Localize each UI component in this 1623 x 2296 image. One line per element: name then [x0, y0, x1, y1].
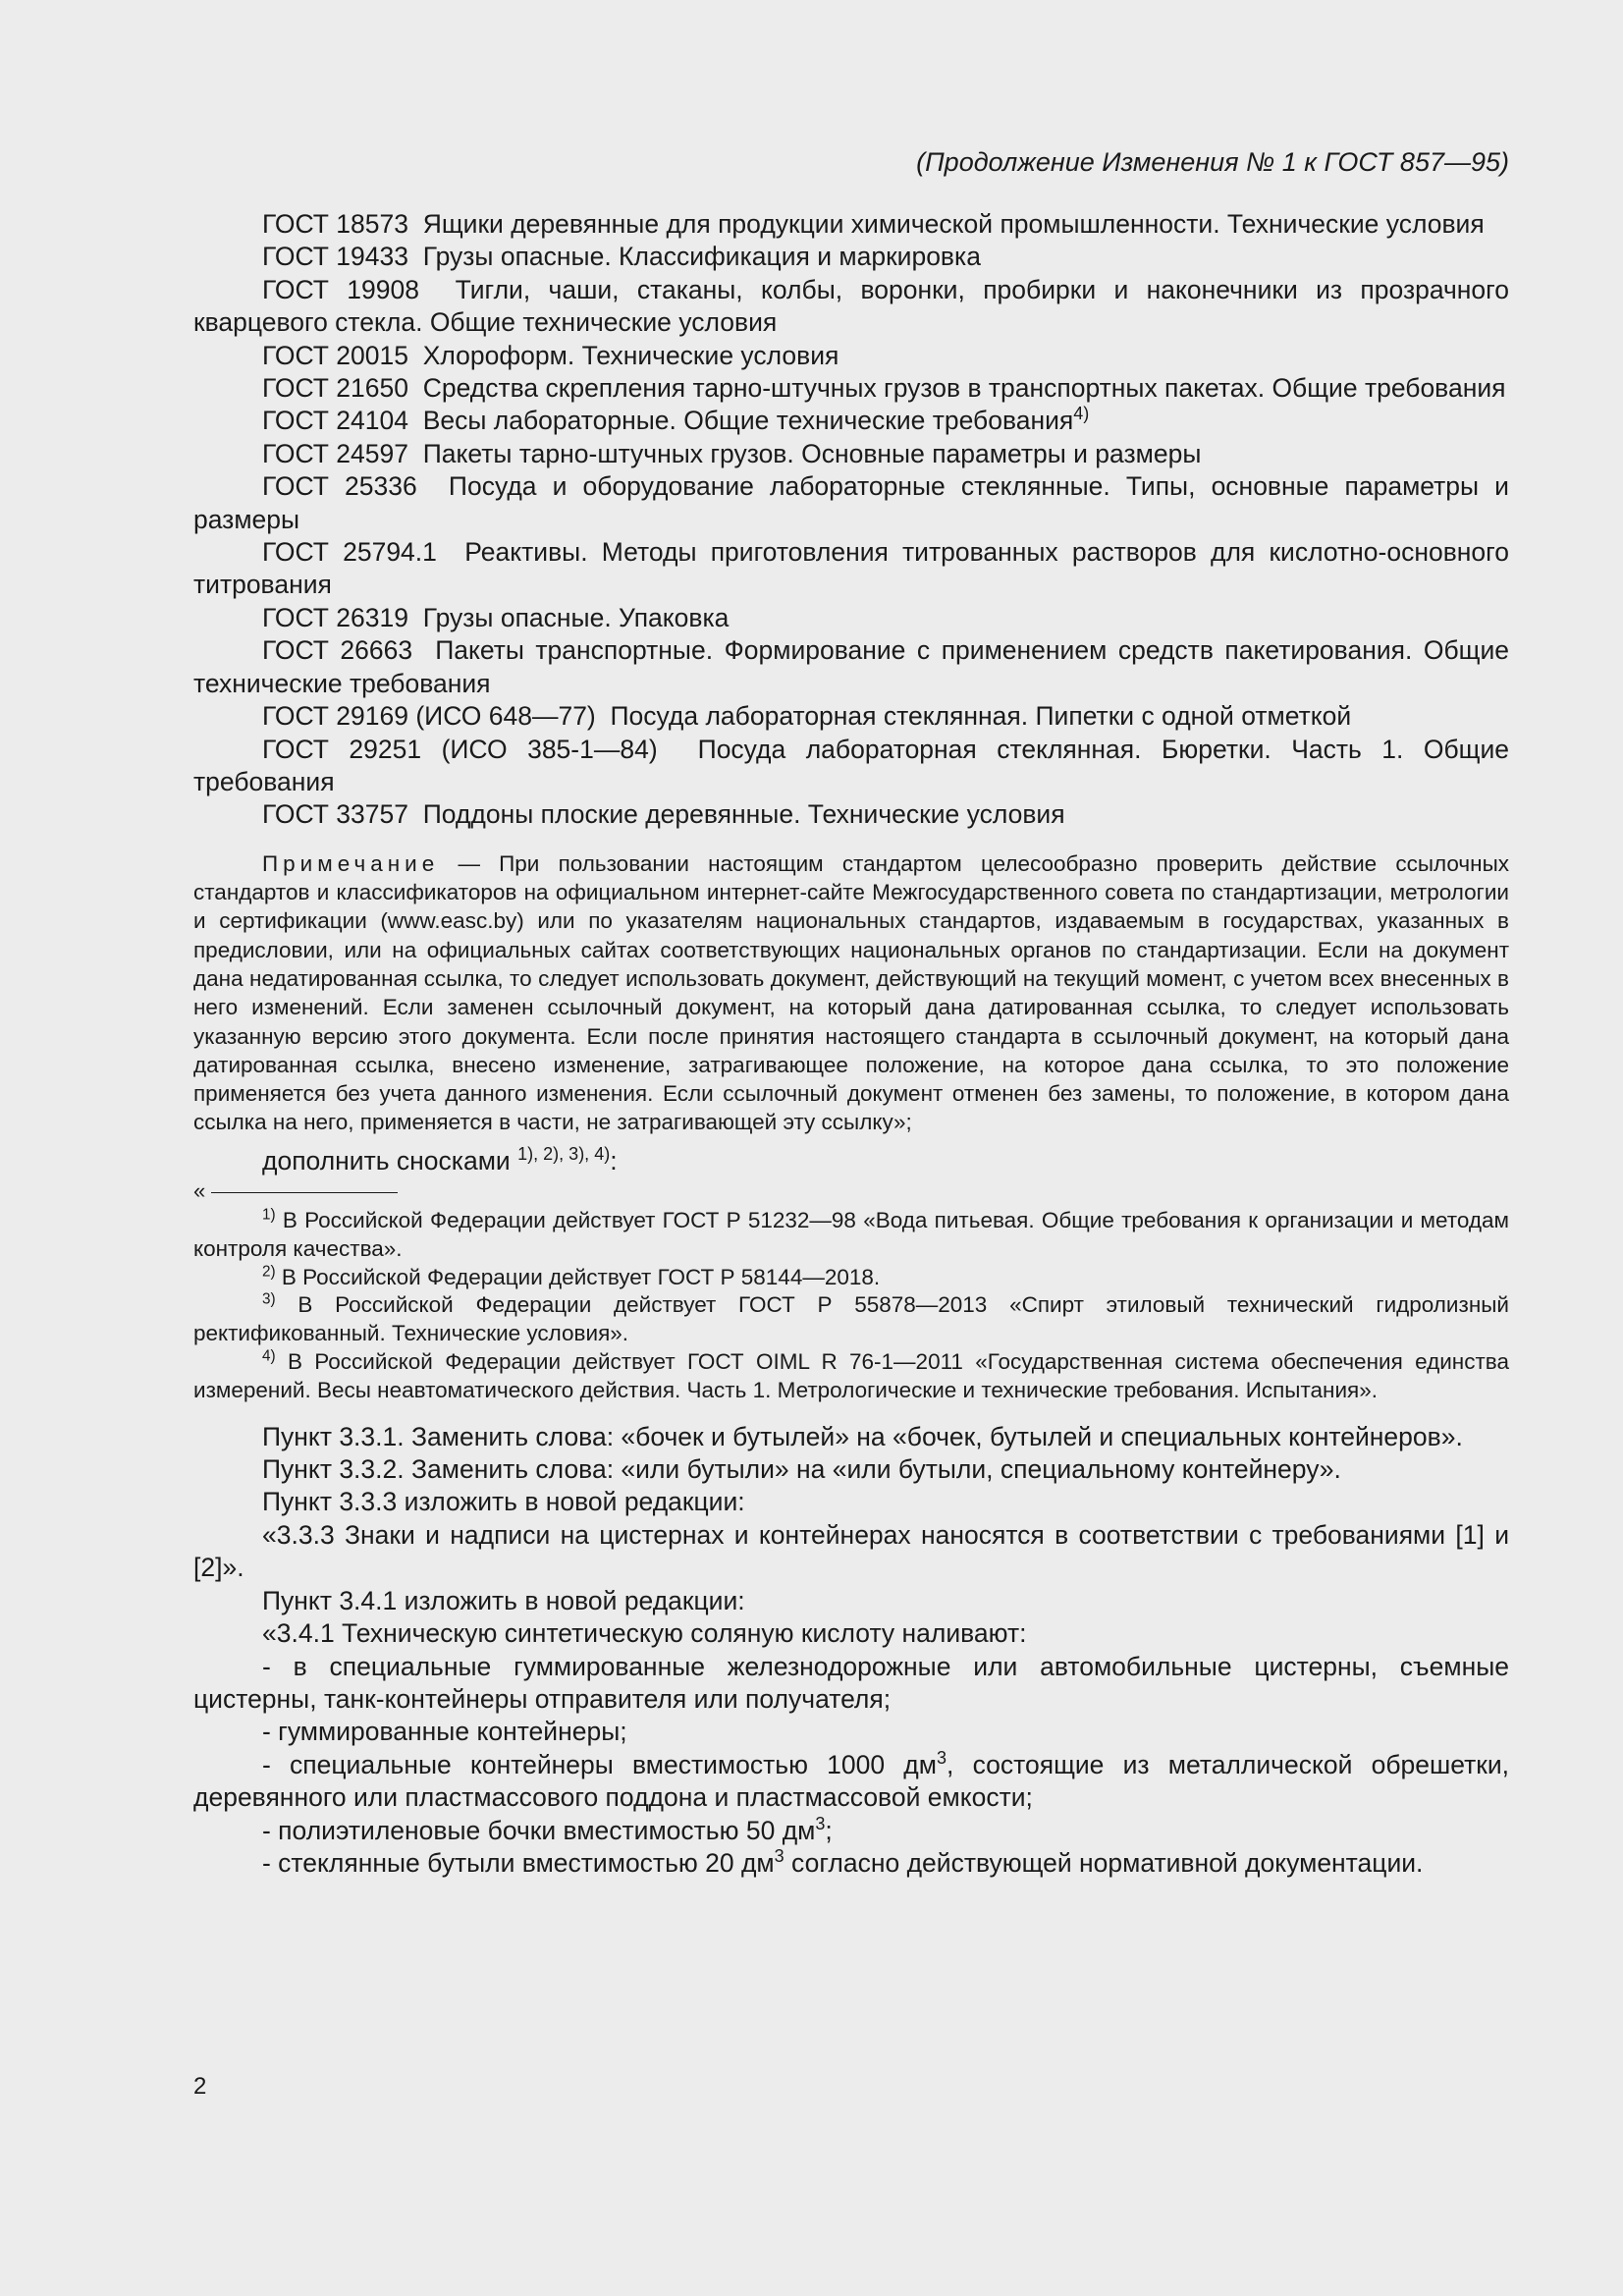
reference-title: Грузы опасные. Упаковка [422, 602, 730, 632]
reference-code: ГОСТ 24104 [262, 406, 408, 436]
reference-title: Поддоны плоские деревянные. Технические условия [422, 799, 1065, 830]
footnote-mark: 3) [262, 1291, 276, 1309]
reference-title: Средства скрепления тарно-штучных грузов в транспортных пакетах. Общие требования [422, 373, 1506, 404]
footnote-mark: 2) [262, 1263, 276, 1281]
footnote-item [193, 1291, 1509, 1348]
item5-text-b: согласно действующей нормативной документации. [784, 1847, 1424, 1878]
add-footnotes-colon: : [610, 1145, 618, 1175]
reference-code: ГОСТ 26663 [262, 635, 413, 666]
item3-text-b: , состоящие из металлической обрешетки, деревянного или пластмассового поддона и пластмассовой емкости; [193, 1749, 1509, 1813]
reference-code: ГОСТ 19433 [262, 242, 408, 272]
reference-title: Хлороформ. Технические условия [422, 340, 839, 370]
list-item-rubber-containers: - гуммированные контейнеры; [262, 1717, 627, 1747]
normative-references-list [193, 208, 1509, 832]
list-item-glass-bottles [193, 1847, 1509, 1880]
reference-item [193, 438, 1509, 470]
footnote-item [193, 1207, 1509, 1264]
reference-title: Реактивы. Методы приготовления титрованных растворов для кислотно-основного титрования [193, 537, 1509, 600]
note-paragraph [193, 849, 1509, 1137]
item3-text-a: - специальные контейнеры вместимостью 1000 дм [262, 1749, 937, 1779]
add-footnotes-text: дополнить сносками [262, 1145, 511, 1175]
item4-sup: 3 [815, 1813, 826, 1833]
reference-footnote-mark: 4) [1073, 404, 1090, 424]
reference-item [193, 536, 1509, 602]
reference-item [193, 798, 1509, 831]
reference-code: ГОСТ 20015 [262, 340, 408, 370]
reference-item [193, 208, 1509, 241]
add-footnotes-marks: 1), 2), 3), 4) [517, 1143, 611, 1164]
change-3-3-3-text: «3.3.3 Знаки и надписи на цистернах и контейнерах наносятся в соответствии с требованиями [1] и [2]». [193, 1519, 1509, 1583]
change-3-3-1: Пункт 3.3.1. Заменить слова: «бочек и бутылей» на «бочек, бутылей и специальных контейнеров». [262, 1421, 1463, 1451]
reference-code: ГОСТ 25336 [262, 471, 417, 502]
reference-code: ГОСТ 29169 (ИСО 648—77) [262, 701, 596, 732]
reference-item [193, 700, 1509, 733]
change-3-4-1-intro: Пункт 3.4.1 изложить в новой редакции: [262, 1585, 745, 1615]
running-header: (Продолжение Изменения № 1 к ГОСТ 857—95) [916, 147, 1509, 177]
item4-text-b: ; [825, 1815, 833, 1845]
reference-title: Посуда и оборудование лабораторные стеклянные. Типы, основные параметры и размеры [193, 471, 1509, 534]
reference-code: ГОСТ 25794.1 [262, 537, 437, 568]
reference-item [193, 405, 1509, 437]
reference-code: ГОСТ 18573 [262, 209, 408, 239]
reference-item [193, 340, 1509, 372]
reference-title: Посуда лабораторная стеклянная. Пипетки с одной отметкой [610, 701, 1352, 732]
footnote-item [193, 1348, 1509, 1405]
footnote-text: В Российской Федерации действует ГОСТ Р 55878—2013 «Спирт этиловый технический гидролизный ректификованный. Технические условия». [193, 1292, 1509, 1346]
footnote-text: В Российской Федерации действует ГОСТ Р 58144—2018. [281, 1264, 881, 1289]
reference-code: ГОСТ 29251 (ИСО 385-1—84) [262, 734, 658, 764]
list-item-polyethylene-barrels [193, 1815, 1509, 1847]
page-content [193, 145, 1509, 1880]
footnote-separator [193, 1179, 1509, 1203]
reference-code: ГОСТ 21650 [262, 373, 408, 404]
page-number: 2 [193, 2073, 207, 2100]
note-label: Примечание [262, 850, 440, 876]
reference-title: Тигли, чаши, стаканы, колбы, воронки, пробирки и наконечники из прозрачного кварцевого стекла. Общие технические условия [193, 274, 1509, 338]
reference-title: Весы лабораторные. Общие технические требования [422, 406, 1074, 436]
footnote-open-quote: « [193, 1178, 206, 1204]
reference-item [193, 634, 1509, 700]
reference-title: Ящики деревянные для продукции химической промышленности. Технические условия [422, 209, 1485, 239]
item5-text-a: - стеклянные бутыли вместимостью 20 дм [262, 1847, 775, 1878]
note-text: — При пользовании настоящим стандартом целесообразно проверить действие ссылочных стандартов и классификаторов на официальном интернет-сайте Межгосударственного совета по стандартизации, метрологии и сертификации (www.easc.by) или по указателям национальных стандартов, издаваемым в государствах, указанных в предисловии, или на официальных сайтах соответствующих национальных органов по стандартизации. Если на документ дана недатированная ссылка, то следует использовать документ, действующий на текущий момент, с учетом всех внесенных в него изменений. Если заменен ссылочный документ, на который дана датированная ссылка, то следует использовать указанную версию этого документа. Если после принятия настоящего стандарта в ссылочный документ, на который дана датированная ссылка, внесено изменение, затрагивающее положение, на которое дана ссылка, то это положение применяется без учета данного изменения. Если ссылочный документ отменен без замены, то положение, в котором дана ссылка на него, применяется в части, не затрагивающей эту ссылку»; [193, 850, 1509, 1135]
list-item-special-containers [193, 1749, 1509, 1815]
reference-title: Грузы опасные. Классификация и маркировка [422, 242, 981, 272]
footnote-mark: 1) [262, 1206, 276, 1224]
item5-sup: 3 [774, 1846, 784, 1867]
reference-code: ГОСТ 26319 [262, 602, 408, 632]
list-item-tank-cars: - в специальные гуммированные железнодорожные или автомобильные цистерны, съемные цистерны, танк-контейнеры отправителя или получателя; [193, 1651, 1509, 1714]
add-footnotes-line [193, 1145, 1509, 1177]
reference-item [193, 602, 1509, 634]
footnote-text: В Российской Федерации действует ГОСТ Р 51232—98 «Вода питьевая. Общие требования к организации и методам контроля качества». [193, 1208, 1509, 1261]
reference-code: ГОСТ 24597 [262, 438, 408, 468]
reference-title: Пакеты тарно-штучных грузов. Основные параметры и размеры [422, 438, 1202, 468]
item3-sup: 3 [937, 1747, 947, 1768]
footnote-mark: 4) [262, 1347, 276, 1365]
reference-code: ГОСТ 19908 [262, 274, 419, 304]
change-3-3-2: Пункт 3.3.2. Заменить слова: «или бутыли» на «или бутыли, специальному контейнеру». [262, 1454, 1341, 1485]
footnotes-list [193, 1207, 1509, 1405]
reference-title: Пакеты транспортные. Формирование с применением средств пакетирования. Общие технические требования [193, 635, 1509, 698]
reference-code: ГОСТ 33757 [262, 799, 408, 830]
reference-item [193, 274, 1509, 340]
footnote-rule [211, 1192, 398, 1193]
change-3-3-3-intro: Пункт 3.3.3 изложить в новой редакции: [262, 1487, 745, 1517]
item4-text-a: - полиэтиленовые бочки вместимостью 50 дм [262, 1815, 816, 1845]
reference-item [193, 734, 1509, 799]
changes-section [193, 1421, 1509, 1881]
footnote-text: В Российской Федерации действует ГОСТ OIML R 76-1—2011 «Государственная система обеспечения единства измерений. Весы неавтоматического действия. Часть 1. Метрологические и технические требования. Испытания». [193, 1349, 1509, 1402]
change-3-4-1-text: «3.4.1 Техническую синтетическую соляную кислоту наливают: [262, 1618, 1027, 1649]
reference-item [193, 372, 1509, 405]
reference-title: Посуда лабораторная стеклянная. Бюретки. Часть 1. Общие требования [193, 734, 1509, 796]
reference-item [193, 241, 1509, 273]
reference-item [193, 470, 1509, 536]
footnote-item [193, 1264, 1509, 1292]
